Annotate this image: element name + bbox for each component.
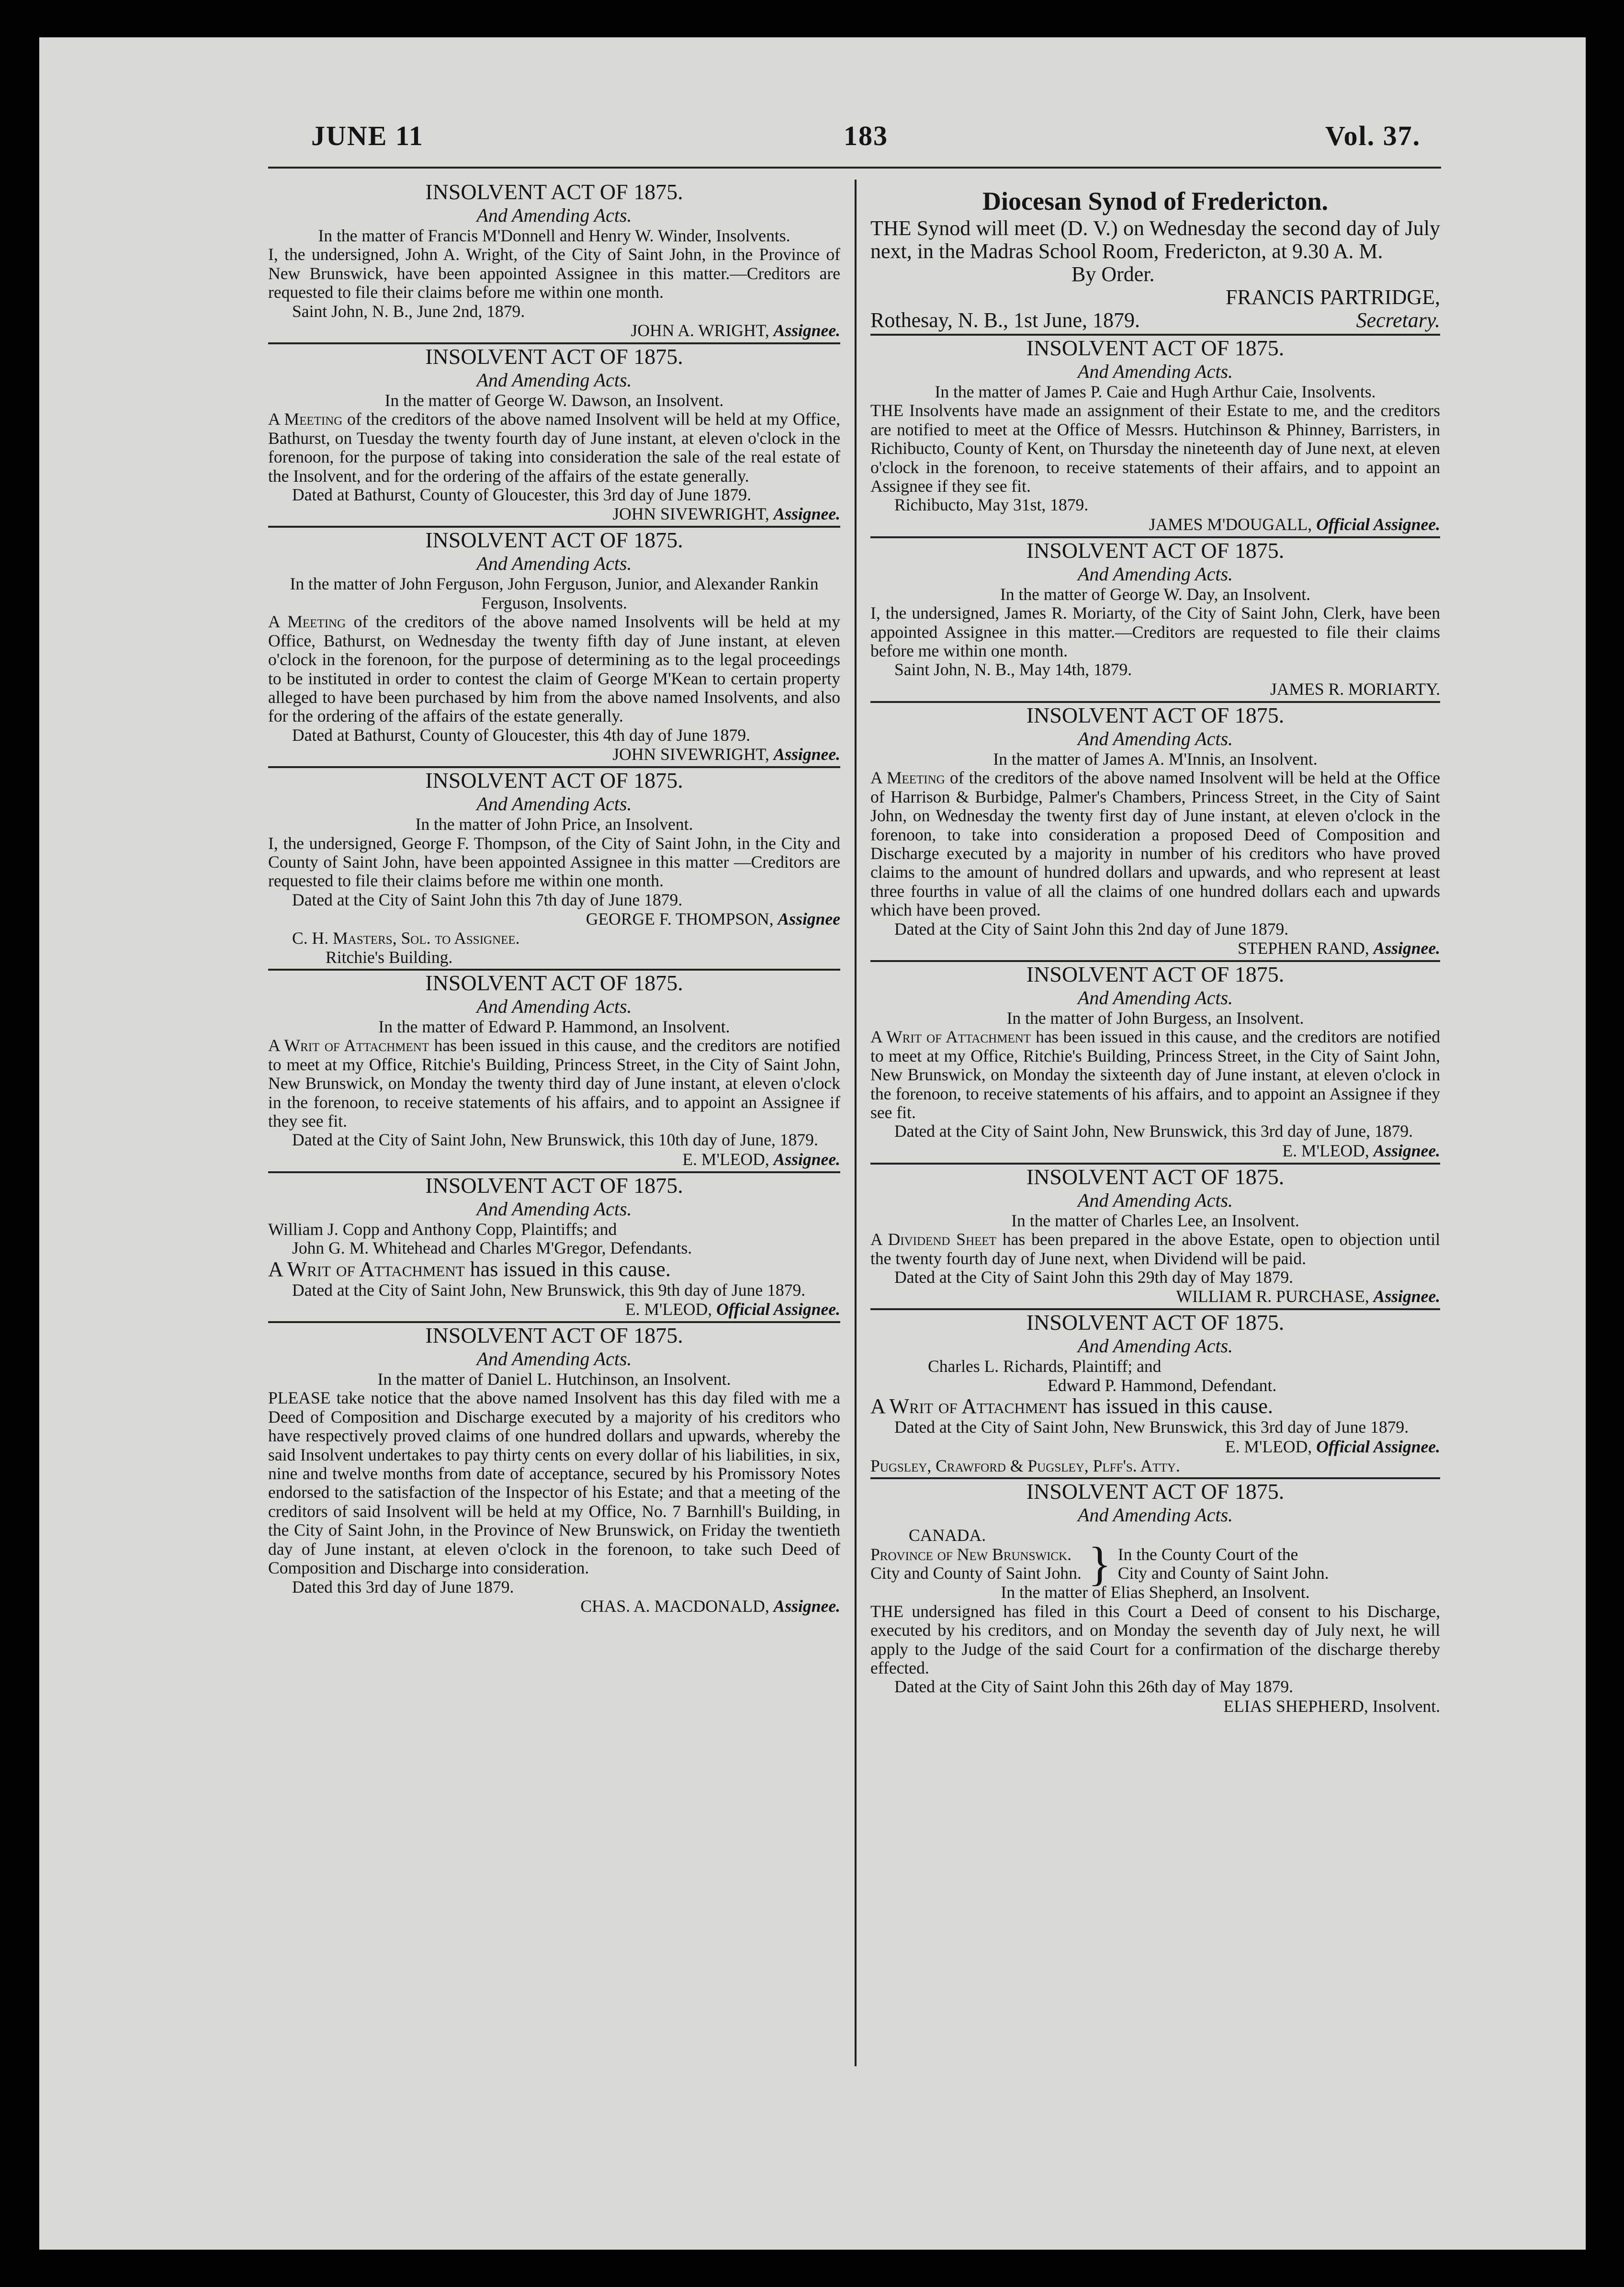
notice-title: INSOLVENT ACT OF 1875. <box>425 970 683 995</box>
synod-order: By Order. <box>1071 262 1155 286</box>
notice-subtitle: And Amending Acts. <box>476 995 632 1017</box>
notice-signature: E. M'LEOD, Assignee. <box>682 1149 840 1169</box>
notice-day <box>870 538 1440 703</box>
header-rule <box>268 167 1441 169</box>
notice-body: A Writ of Attachment has been issued in this cause, and the creditors are notified to meet at my Office, Ritchie's Building, Princess Street, in the City of Saint John, New Brunswick, on Monday the sixteenth day of June instant, at eleven o'clock in the forenoon, to receive statements of his affairs, and to appoint an Assignee if they see fit. <box>870 1027 1440 1122</box>
page-number: 183 <box>844 120 888 151</box>
synod-title: Diocesan Synod of Fredericton. <box>982 187 1328 215</box>
notice-dated: Dated at the City of Saint John this 7th day of June 1879. <box>292 890 683 909</box>
notice-body: THE Insolvents have made an assignment of their Estate to me, and the creditors are notified to meet at the Office of Messrs. Hutchinson & Phinney, Barristers, in Richibucto, County of Kent, on Thursday the nineteenth day of June next, at eleven o'clock in the forenoon, to receive statements of their affairs, and to appoint an Assignee if they see fit. <box>870 401 1440 496</box>
notice-matter: In the matter of John Burgess, an Insolvent. <box>1006 1008 1304 1028</box>
right-column <box>870 180 1440 1718</box>
notice-signature: JAMES R. MORIARTY. <box>1270 679 1440 699</box>
notice-matter: In the matter of James P. Caie and Hugh Arthur Caie, Insolvents. <box>935 382 1376 401</box>
notice-matter: In the matter of George W. Dawson, an Insolvent. <box>384 391 724 410</box>
notice-signature: ELIAS SHEPHERD, Insolvent. <box>1223 1696 1440 1716</box>
notice-title: INSOLVENT ACT OF 1875. <box>425 180 683 204</box>
attorney-line: Pugsley, Crawford & Pugsley, Plff's. Atty. <box>870 1456 1180 1475</box>
notice-plaintiffs: Charles L. Richards, Plaintiff; and <box>928 1357 1162 1376</box>
notice-subtitle: And Amending Acts. <box>1077 986 1233 1008</box>
notice-signature: E. M'LEOD, Official Assignee. <box>625 1300 840 1319</box>
notice-matter: In the matter of Elias Shepherd, an Insolvent. <box>1001 1583 1310 1602</box>
notice-dated: Dated at the City of Saint John, New Brunswick, this 9th day of June 1879. <box>292 1280 806 1300</box>
notice-subtitle: And Amending Acts. <box>476 204 632 226</box>
notice-body: A Meeting of the creditors of the above named Insolvent will be held at my Office, Bathurst, on Tuesday the twenty fourth day of June instant, at eleven o'clock in the forenoon, for the purpose of taking into consideration the sale of the real estate of the Insolvent, and for the ordering of the affairs of the estate generally. <box>268 409 840 486</box>
notice-body: A Meeting of the creditors of the above named Insolvents will be held at my Office, Bathurst, on Wednesday the twenty fifth day of June instant, at eleven o'clock in the forenoon, for the purpose of determining as to the legal proceedings to be instituted in order to contest the claim of George M'Kean to certain property alleged to have been purchased by him from the above named Insolvents, and also for the ordering of the affairs of the estate generally. <box>268 612 840 726</box>
notice-mdonnell-winder <box>268 180 840 344</box>
notice-subtitle: And Amending Acts. <box>476 1198 632 1220</box>
notice-body: THE undersigned has filed in this Court a Deed of consent to his Discharge, executed by his creditors, and on Monday the seventh day of July next, he will apply to the Judge of the said Court for a confirmation of the discharge thereby effected. <box>870 1601 1440 1678</box>
notice-dated: Dated at the City of Saint John, New Brunswick, this 3rd day of June 1879. <box>894 1417 1409 1437</box>
notice-title: INSOLVENT ACT OF 1875. <box>425 1323 683 1348</box>
notice-minnis <box>870 703 1440 962</box>
notice-body: I, the undersigned, James R. Moriarty, of the City of Saint John, Clerk, have been appointed Assignee in this matter.—Creditors are requested to file their claims before me within one month. <box>870 603 1440 661</box>
notice-signature: JOHN A. WRIGHT, Assignee. <box>631 321 840 340</box>
notice-matter: In the matter of John Price, an Insolvent. <box>415 815 693 834</box>
notice-matter: In the matter of Edward P. Hammond, an Insolvent. <box>378 1017 730 1036</box>
notice-dated: Dated at the City of Saint John this 2nd day of June 1879. <box>894 919 1289 939</box>
notice-dated: Saint John, N. B., June 2nd, 1879. <box>292 301 525 321</box>
notice-body: A Writ of Attachment has issued in this cause. <box>268 1257 671 1281</box>
notice-subtitle: And Amending Acts. <box>476 1348 632 1370</box>
volume-number: Vol. 37. <box>1325 120 1421 151</box>
notice-title: INSOLVENT ACT OF 1875. <box>1026 1310 1285 1335</box>
synod-place: Rothesay, N. B., 1st June, 1879. <box>870 308 1140 332</box>
notice-synod <box>870 185 1440 336</box>
notice-body: A Meeting of the creditors of the above named Insolvent will be held at the Office of Harrison & Burbidge, Palmer's Chambers, Princess Street, in the City of Saint John, on Wednesday the twenty first day of June instant, at eleven o'clock in the forenoon, to take into consideration a proposed Deed of Composition and Discharge executed by a majority in number of his creditors who have proved claims to the amount of hundred dollars and upwards, and who represent at least three fourths in value of all the claims of one hundred dollars each and upwards which have been proved. <box>870 768 1440 920</box>
notice-defendants: John G. M. Whitehead and Charles M'Gregor, Defendants. <box>292 1238 692 1258</box>
synod-body: THE Synod will meet (D. V.) on Wednesday the second day of July next, in the Madras School Room, Fredericton, at 9.30 A. M. <box>870 216 1440 263</box>
notice-subtitle: And Amending Acts. <box>1077 563 1233 585</box>
notice-burgess <box>870 962 1440 1165</box>
notice-lee <box>870 1165 1440 1311</box>
notice-subtitle: And Amending Acts. <box>476 369 632 391</box>
notice-signature: JAMES M'DOUGALL, Official Assignee. <box>1149 514 1440 534</box>
notice-subtitle: And Amending Acts. <box>476 793 632 815</box>
notice-hutchinson <box>268 1323 840 1618</box>
notice-signature: WILLIAM R. PURCHASE, Assignee. <box>1176 1287 1440 1306</box>
notice-dated: Dated at the City of Saint John, New Brunswick, this 3rd day of June, 1879. <box>894 1121 1413 1141</box>
notice-matter: In the matter of James A. M'Innis, an Insolvent. <box>993 749 1318 769</box>
notice-caie <box>870 336 1440 538</box>
solicitor-address: Ritchie's Building. <box>326 947 453 967</box>
notice-signature: E. M'LEOD, Assignee. <box>1282 1141 1440 1160</box>
notice-title: INSOLVENT ACT OF 1875. <box>1026 1164 1285 1189</box>
left-column <box>268 180 840 1618</box>
notice-dawson <box>268 344 840 528</box>
notice-signature: JOHN SIVEWRIGHT, Assignee. <box>612 504 840 524</box>
notice-dated: Dated this 3rd day of June 1879. <box>292 1577 514 1596</box>
notice-dated: Richibucto, May 31st, 1879. <box>894 495 1089 515</box>
notice-title: INSOLVENT ACT OF 1875. <box>1026 538 1285 563</box>
notice-matter: In the matter of Charles Lee, an Insolvent. <box>1011 1211 1299 1230</box>
notice-title: INSOLVENT ACT OF 1875. <box>425 528 683 553</box>
notice-body: A Dividend Sheet has been prepared in the above Estate, open to objection until the twenty fourth day of June next, when Dividend will be paid. <box>870 1230 1440 1268</box>
notice-body: PLEASE take notice that the above named Insolvent has this day filed with me a Deed of Composition and Discharge executed by a majority of his creditors who have respectively proved claims of one hundred dollars and upwards, whereby the said Insolvent undertakes to pay thirty cents on every dollar of his liabilities, in six, nine and twelve months from date of acceptance, secured by his Promissory Notes endorsed to the satisfaction of the Inspector of his Estate; and that a meeting of the creditors of said Insolvent will be held at my Office, No. 7 Barnhill's Building, in the City of Saint John, in the Province of New Brunswick, on Friday the twentieth day of June instant, at eleven o'clock in the forenoon, to take such Deed of Composition and Discharge into consideration. <box>268 1388 840 1578</box>
notice-title: INSOLVENT ACT OF 1875. <box>425 1173 683 1198</box>
notice-body: I, the undersigned, George F. Thompson, of the City of Saint John, in the City and County of Saint John, have been appointed Assignee in this matter —Creditors are requested to file their claims before me within one month. <box>268 833 840 891</box>
synod-footer <box>870 309 1440 332</box>
notice-dated: Saint John, N. B., May 14th, 1879. <box>894 660 1132 679</box>
notice-signature: JOHN SIVEWRIGHT, Assignee. <box>612 745 840 764</box>
notice-subtitle: And Amending Acts. <box>1077 1335 1233 1357</box>
notice-ferguson <box>268 528 840 768</box>
notice-dated: Dated at the City of Saint John this 26th day of May 1879. <box>894 1677 1294 1697</box>
notice-matter: In the matter of Daniel L. Hutchinson, an Insolvent. <box>377 1370 731 1389</box>
notice-title: INSOLVENT ACT OF 1875. <box>1026 336 1285 360</box>
synod-signer: FRANCIS PARTRIDGE, <box>1225 285 1440 309</box>
notice-defendants: Edward P. Hammond, Defendant. <box>1048 1375 1277 1395</box>
notice-body: I, the undersigned, John A. Wright, of the City of Saint John, in the Province of New Brunswick, have been appointed Assignee in this matter.—Creditors are requested to file their claims before me within one month. <box>268 245 840 302</box>
notice-dated: Dated at the City of Saint John, New Brunswick, this 10th day of June, 1879. <box>292 1130 818 1150</box>
notice-title: INSOLVENT ACT OF 1875. <box>1026 1479 1285 1504</box>
notice-subtitle: And Amending Acts. <box>1077 727 1233 749</box>
court-caption <box>870 1537 1440 1591</box>
notice-dated: Dated at Bathurst, County of Gloucester, this 4th day of June 1879. <box>292 725 751 745</box>
notice-title: INSOLVENT ACT OF 1875. <box>1026 702 1285 727</box>
brace-icon: } <box>1088 1537 1111 1591</box>
notice-title: INSOLVENT ACT OF 1875. <box>1026 962 1285 986</box>
notice-body: A Writ of Attachment has issued in this cause. <box>870 1394 1273 1418</box>
header-date: JUNE 11 <box>311 120 424 151</box>
notice-price <box>268 768 840 971</box>
notice-title: INSOLVENT ACT OF 1875. <box>425 344 683 369</box>
synod-role: Secretary. <box>1356 308 1440 332</box>
notice-dated: Dated at the City of Saint John this 29th day of May 1879. <box>894 1268 1294 1287</box>
notice-subtitle: And Amending Acts. <box>476 553 632 575</box>
notice-shepherd <box>870 1479 1440 1718</box>
solicitor-line: C. H. Masters, Sol. to Assignee. <box>292 928 520 948</box>
notice-richards <box>870 1310 1440 1479</box>
notice-subtitle: And Amending Acts. <box>1077 1189 1233 1211</box>
notice-matter: In the matter of John Ferguson, John Ferguson, Junior, and Alexander Rankin Ferguson, Insolvents. <box>290 574 819 612</box>
notice-title: INSOLVENT ACT OF 1875. <box>425 768 683 793</box>
column-divider <box>855 180 857 2066</box>
notice-signature: E. M'LEOD, Official Assignee. <box>1225 1437 1440 1456</box>
court-name: In the County Court of the City and County of Saint John. <box>1117 1545 1329 1583</box>
notice-signature: GEORGE F. THOMPSON, Assignee <box>586 909 840 929</box>
notice-signature: STEPHEN RAND, Assignee. <box>1237 938 1440 958</box>
notice-matter: In the matter of George W. Day, an Insolvent. <box>1000 584 1311 604</box>
notice-dated: Dated at Bathurst, County of Gloucester, this 3rd day of June 1879. <box>292 485 752 505</box>
notice-signature: CHAS. A. MACDONALD, Assignee. <box>580 1596 840 1616</box>
notice-plaintiffs: William J. Copp and Anthony Copp, Plaintiffs; and <box>268 1219 617 1239</box>
notice-subtitle: And Amending Acts. <box>1077 1504 1233 1526</box>
notice-copp <box>268 1173 840 1323</box>
court-province: Province of New Brunswick. City and County of Saint John. <box>870 1545 1082 1583</box>
notice-matter: In the matter of Francis M'Donnell and Henry W. Winder, Insolvents. <box>318 226 790 245</box>
notice-subtitle: And Amending Acts. <box>1077 361 1233 382</box>
notice-body: A Writ of Attachment has been issued in this cause, and the creditors are notified to meet at my Office, Ritchie's Building, Princess Street, in the City of Saint John, New Brunswick, on Monday the twenty third day of June instant, at eleven o'clock in the forenoon, to receive statements of his affairs, and to appoint an Assignee if they see fit. <box>268 1036 840 1131</box>
canada-heading: CANADA. <box>909 1526 986 1545</box>
notice-hammond <box>268 971 840 1173</box>
